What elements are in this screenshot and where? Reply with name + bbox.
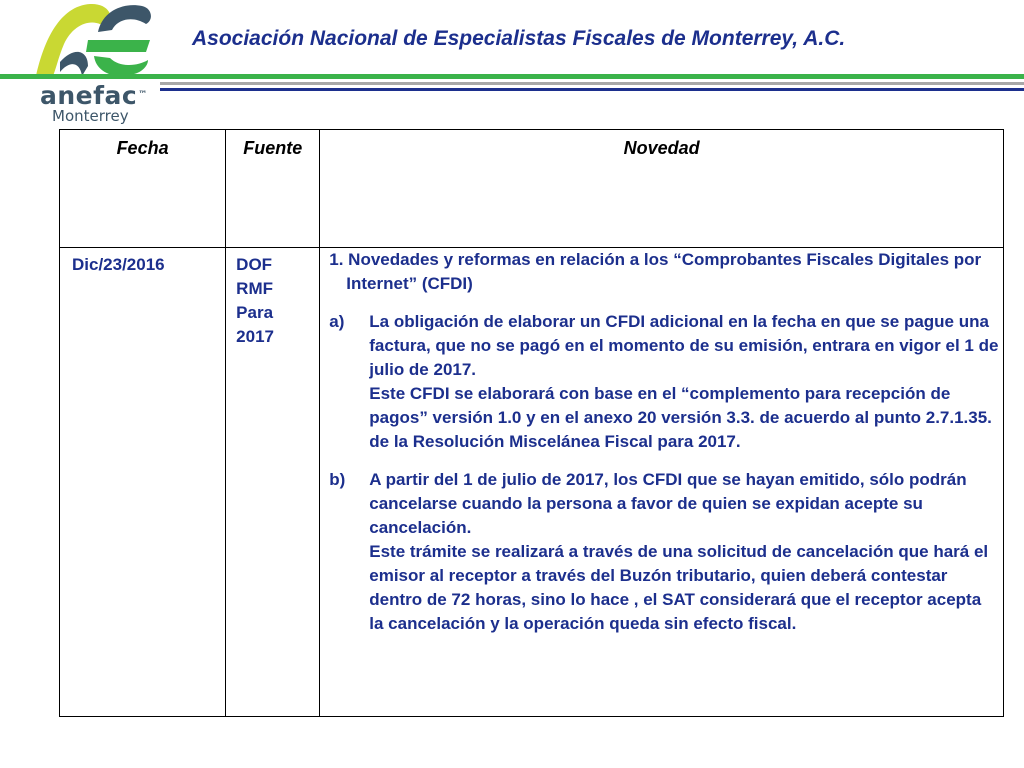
item-text: A partir del 1 de julio de 2017, los CFDI que se hayan emitido, sólo podrán cancelarse cuando la persona a favor de quien se expidan acepte su cancelación. (369, 470, 967, 537)
novedad-heading: 1. Novedades y reformas en relación a los “Comprobantes Fiscales Digitales por Internet” (CFDI) (329, 250, 982, 293)
source-line: 2017 (236, 327, 274, 346)
logo-city-text: Monterrey (52, 107, 129, 125)
header-rule-green (0, 74, 1024, 79)
logo-trademark: ™ (138, 90, 148, 100)
source-line: Para (236, 303, 274, 322)
item-extra: Este CFDI se elaborará con base en el “complemento para recepción de pagos” versión 1.0 y en el anexo 20 versión 3.3. de acuerdo al punto 2.7.1.35. de la Resolución Miscelánea Fiscal para 2017. (369, 384, 992, 451)
header-fecha: Fecha (60, 130, 226, 248)
source-line: DOF (236, 255, 273, 274)
item-extra: Este trámite se realizará a través de una solicitud de cancelación que hará el emisor al receptor a través del Buzón tributario, quien deberá contestar dentro de 72 horas, sino lo hace , el SAT considerará que el receptor acepta la cancelación y la operación queda sin efecto fiscal. (369, 542, 989, 633)
logo-e-lower (94, 56, 148, 76)
novedad-item-a (329, 310, 999, 454)
header-rule-blue (160, 88, 1024, 91)
item-marker: a) (329, 312, 345, 331)
cell-source (226, 248, 320, 717)
logo-e-bar (86, 40, 150, 52)
item-text: La obligación de elaborar un CFDI adicional en la fecha en que se pague una factura, que no se pagó en el momento de su emisión, entrara en vigor el 1 de julio de 2017. (369, 312, 999, 379)
novedad-item-b (329, 468, 999, 636)
item-marker: b) (329, 470, 346, 489)
header-novedad: Novedad (320, 130, 1004, 248)
table-row (60, 248, 1004, 717)
date-value: Dic/23/2016 (72, 255, 165, 274)
header-fuente: Fuente (226, 130, 320, 248)
cell-date (60, 248, 226, 717)
cell-novedad (320, 248, 1004, 717)
source-line: RMF (236, 279, 273, 298)
novedades-table (59, 129, 1004, 717)
header-rule-gray (160, 82, 1024, 85)
logo-a-inner (60, 52, 88, 76)
table-header-row (60, 130, 1004, 248)
logo-brand-text: anefac™ (40, 81, 148, 110)
page-title: Asociación Nacional de Especialistas Fiscales de Monterrey, A.C. (192, 27, 846, 50)
